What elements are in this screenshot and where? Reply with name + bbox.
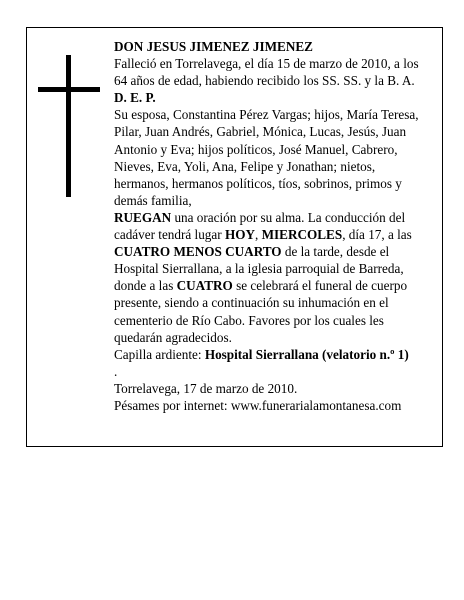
condolences-url[interactable]: www.funerarialamontanesa.com [230,397,402,413]
notice-date: Torrelavega, 17 de marzo de 2010. [114,380,298,396]
chapel-info: Capilla ardiente: Hospital Sierrallana (velatorio n.º 1) [114,346,409,362]
condolences: Pésames por internet: www.funerarialamontanesa.com [114,397,402,413]
separator-dot: . [114,363,118,379]
dep-label: D. E. P. [114,90,156,106]
deceased-name: DON JESUS JIMENEZ JIMENEZ [114,39,313,54]
obituary-text [114,38,420,414]
family-list: Su esposa, Constantina Pérez Vargas; hijos, María Teresa, Pilar, Juan Andrés, Gabriel, Mónica, Lucas, Jesús, Juan Antonio y Eva; hijos políticos, José Manuel, Cabrero, Nieves, Eva, Yoli, Ana, Felipe y Jonathan; nietos, hermanos, hermanos políticos, tíos, sobrinos, primos y demás familia, [114,107,419,208]
cross-icon [66,55,71,197]
funeral-details: RUEGAN una oración por su alma. La conducción del cadáver tendrá lugar HOY, MIERCOLES, día 17, a las CUATRO MENOS CUARTO de la tarde, desde el Hospital Sierrallana, a la iglesia parroquial de Barreda, donde a las CUATRO se celebrará el funeral de cuerpo presente, siendo a continuación su inhumación en el cementerio de Río Cabo. Favores por los cuales les quedarán agradecidos. [114,209,412,345]
death-notice: Falleció en Torrelavega, el día 15 de marzo de 2010, a los 64 años de edad, habiendo recibido los SS. SS. y la B. A. [114,56,419,89]
cross-icon-bar [38,87,100,92]
